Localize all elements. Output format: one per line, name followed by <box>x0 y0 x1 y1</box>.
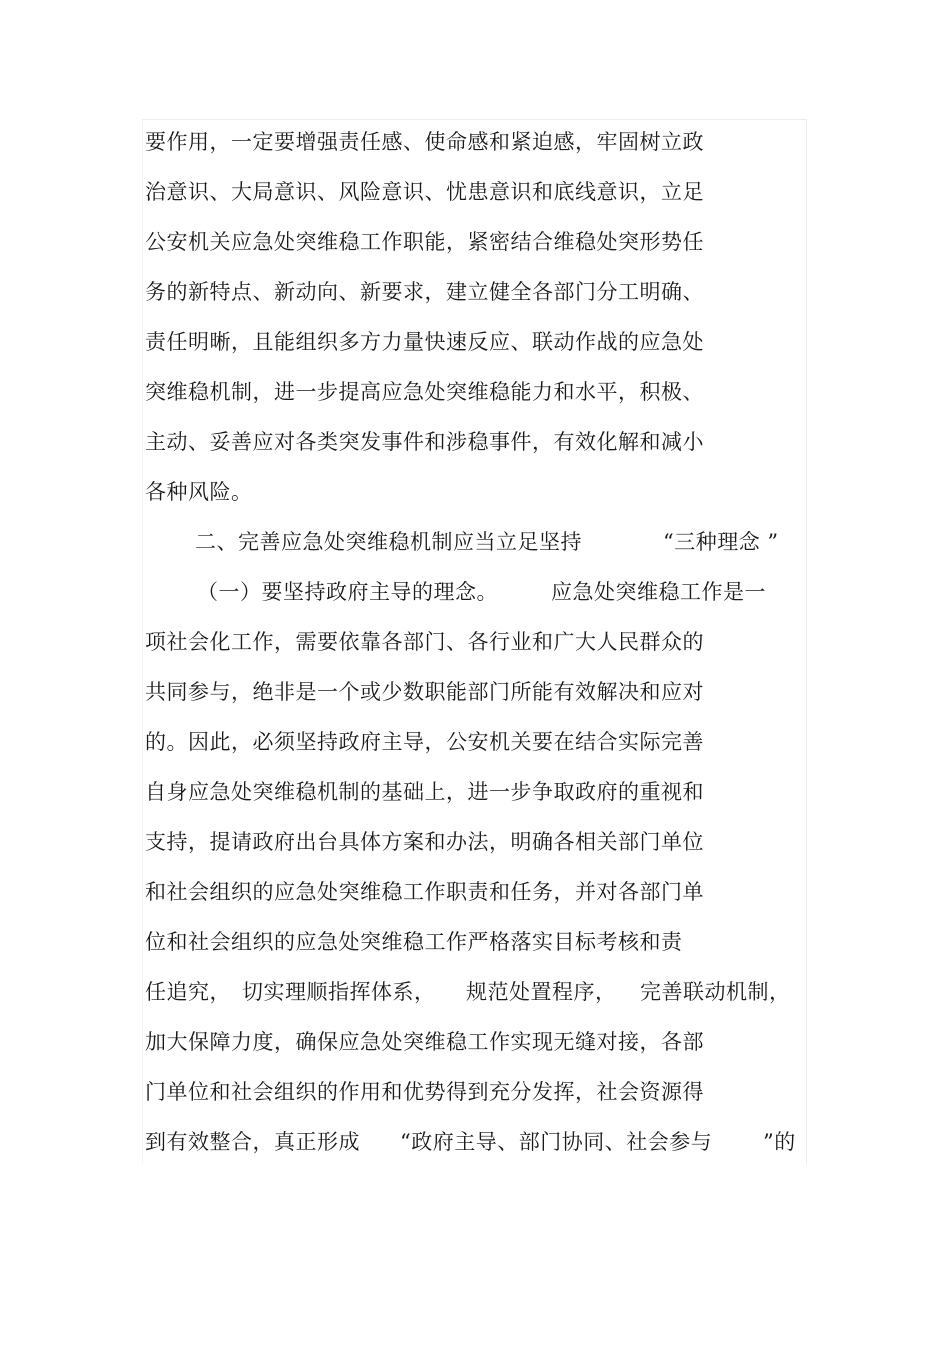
section-heading-quote: “三种理念 ” <box>663 530 779 554</box>
text-line-7: 主动、妥善应对各类突发事件和涉稳事件，有效化解和减小 <box>145 430 704 454</box>
text-line-15: 位和社会组织的应急处突维稳工作严格落实目标考核和责 <box>145 930 683 954</box>
subsection-text-start: 应急处突维稳工作是一 <box>551 580 766 604</box>
text-line-3: 公安机关应急处突维稳工作职能，紧密结合维稳处突形势任 <box>145 230 704 254</box>
text-line-17: 加大保障力度，确保应急处突维稳工作实现无缝对接，各部 <box>145 1030 704 1054</box>
text-line-12: 自身应急处突维稳机制的基础上，进一步争取政府的重视和 <box>145 780 704 804</box>
text-line-2: 治意识、大局意识、风险意识、忧患意识和底线意识，立足 <box>145 180 704 204</box>
subsection-first-line <box>0 577 950 607</box>
text-line-18: 门单位和社会组织的作用和优势得到充分发挥，社会资源得 <box>145 1080 704 1104</box>
text-line-4: 务的新特点、新动向、新要求，建立健全各部门分工明确、 <box>145 280 704 304</box>
text-line-19-part-c: ”的 <box>763 1130 796 1154</box>
text-line-16-part-b: 切实理顺指挥体系， <box>242 980 436 1004</box>
text-line-16 <box>0 977 950 1007</box>
section-heading-main: 二、完善应急处突维稳机制应当立足坚持 <box>195 530 582 554</box>
text-line-8: 各种风险。 <box>145 480 253 504</box>
text-line-9: 项社会化工作，需要依靠各部门、各行业和广大人民群众的 <box>145 630 704 654</box>
text-line-5: 责任明晰，且能组织多方力量快速反应、联动作战的应急处 <box>145 330 704 354</box>
text-line-14: 和社会组织的应急处突维稳工作职责和任务，并对各部门单 <box>145 880 704 904</box>
text-line-19 <box>0 1127 950 1157</box>
section-heading <box>0 527 950 557</box>
text-line-10: 共同参与，绝非是一个或少数职能部门所能有效解决和应对 <box>145 680 704 704</box>
text-line-6: 突维稳机制，进一步提高应急处突维稳能力和水平，积极、 <box>145 380 704 404</box>
text-line-19-part-b: “政府主导、部门协同、社会参与 <box>400 1130 713 1154</box>
text-line-16-part-a: 任追究， <box>145 980 231 1004</box>
text-line-11: 的。因此，必须坚持政府主导，公安机关要在结合实际完善 <box>145 730 704 754</box>
text-line-16-part-d: 完善联动机制， <box>640 980 791 1004</box>
text-line-16-part-c: 规范处置程序， <box>466 980 617 1004</box>
text-line-13: 支持，提请政府出台具体方案和办法，明确各相关部门单位 <box>145 830 704 854</box>
text-line-19-part-a: 到有效整合，真正形成 <box>145 1130 360 1154</box>
text-line-1: 要作用，一定要增强责任感、使命感和紧迫感，牢固树立政 <box>145 130 704 154</box>
subsection-title: （一）要坚持政府主导的理念。 <box>197 580 498 604</box>
